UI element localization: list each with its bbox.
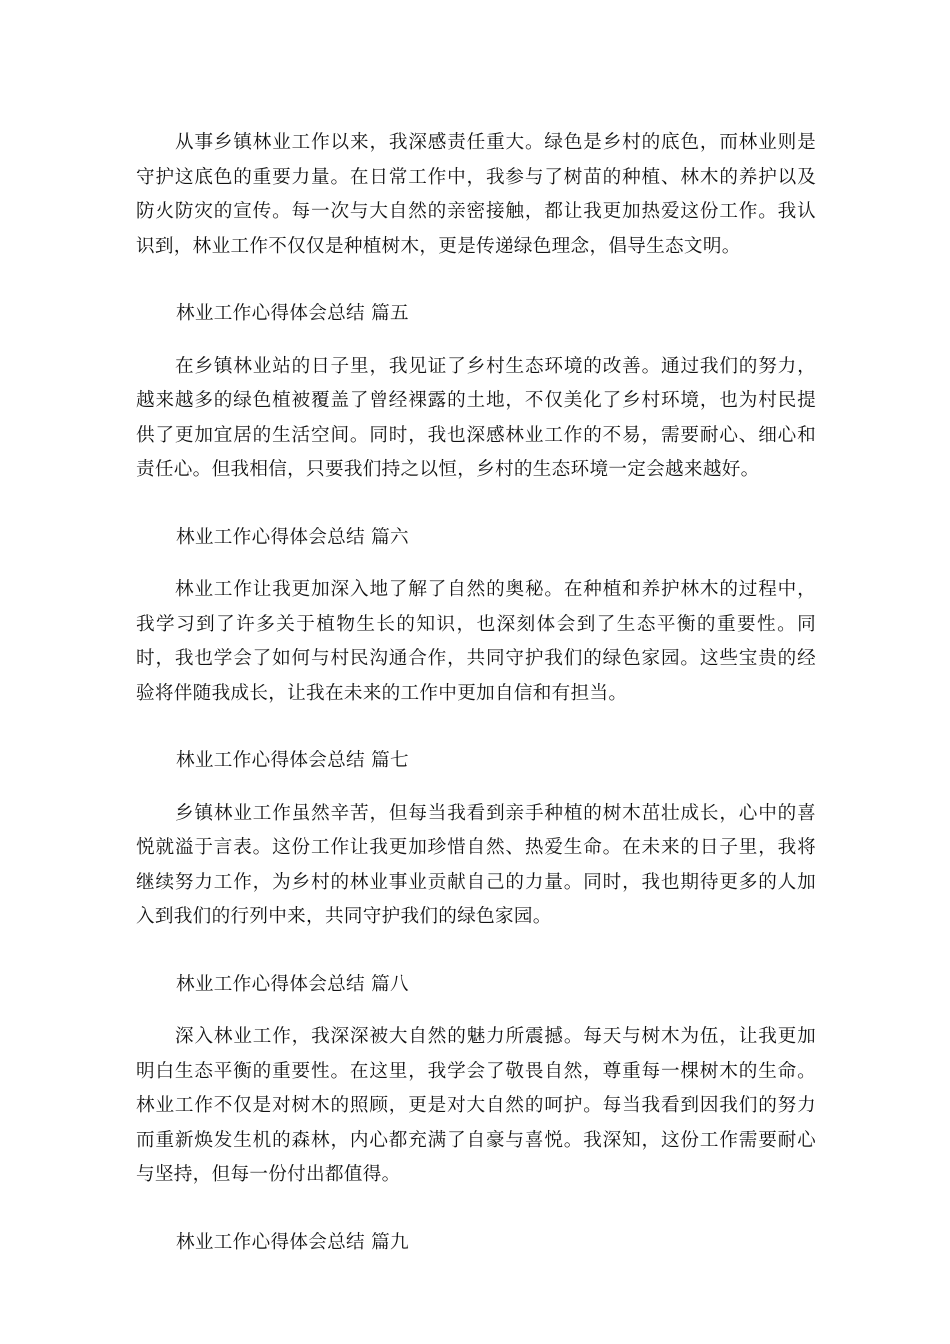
paragraph-intro: 从事乡镇林业工作以来，我深感责任重大。绿色是乡村的底色，而林业则是守护这底色的重要力量。在日常工作中，我参与了树苗的种植、林木的养护以及防火防灾的宣传。每一次与大自然的亲密接触，都让我更加热爱这份工作。我认识到，林业工作不仅仅是种植树木，更是传递绿色理念，倡导生态文明。 xyxy=(136,132,816,257)
section-heading-5: 林业工作心得体会总结 篇五 xyxy=(176,303,409,324)
paragraph-section-7: 乡镇林业工作虽然辛苦，但每当我看到亲手种植的树木茁壮成长，心中的喜悦就溢于言表。这份工作让我更加珍惜自然、热爱生命。在未来的日子里，我将继续努力工作，为乡村的林业事业贡献自己的力量。同时，我也期待更多的人加入到我们的行列中来，共同守护我们的绿色家园。 xyxy=(136,802,816,927)
section-heading-6: 林业工作心得体会总结 篇六 xyxy=(176,526,409,548)
section-heading-7: 林业工作心得体会总结 篇七 xyxy=(176,750,409,771)
document-body xyxy=(136,126,816,1260)
paragraph-section-8: 深入林业工作，我深深被大自然的魅力所震撼。每天与树木为伍，让我更加明白生态平衡的重要性。在这里，我学会了敬畏自然，尊重每一棵树木的生命。林业工作不仅是对树木的照顾，更是对大自然的呵护。每当我看到因我们的努力而重新焕发生机的森林，内心都充满了自豪与喜悦。我深知，这份工作需要耐心与坚持，但每一份付出都值得。 xyxy=(136,1026,816,1185)
paragraph-section-5: 在乡镇林业站的日子里，我见证了乡村生态环境的改善。通过我们的努力，越来越多的绿色植被覆盖了曾经裸露的土地，不仅美化了乡村环境，也为村民提供了更加宜居的生活空间。同时，我也深感林业工作的不易，需要耐心、细心和责任心。但我相信，只要我们持之以恒，乡村的生态环境一定会越来越好。 xyxy=(136,355,816,480)
paragraph-section-6: 林业工作让我更加深入地了解了自然的奥秘。在种植和养护林木的过程中，我学习到了许多关于植物生长的知识，也深刻体会到了生态平衡的重要性。同时，我也学会了如何与村民沟通合作，共同守护我们的绿色家园。这些宝贵的经验将伴随我成长，让我在未来的工作中更加自信和有担当。 xyxy=(136,579,816,704)
section-heading-8: 林业工作心得体会总结 篇八 xyxy=(176,973,409,995)
section-heading-9: 林业工作心得体会总结 篇九 xyxy=(176,1231,409,1253)
